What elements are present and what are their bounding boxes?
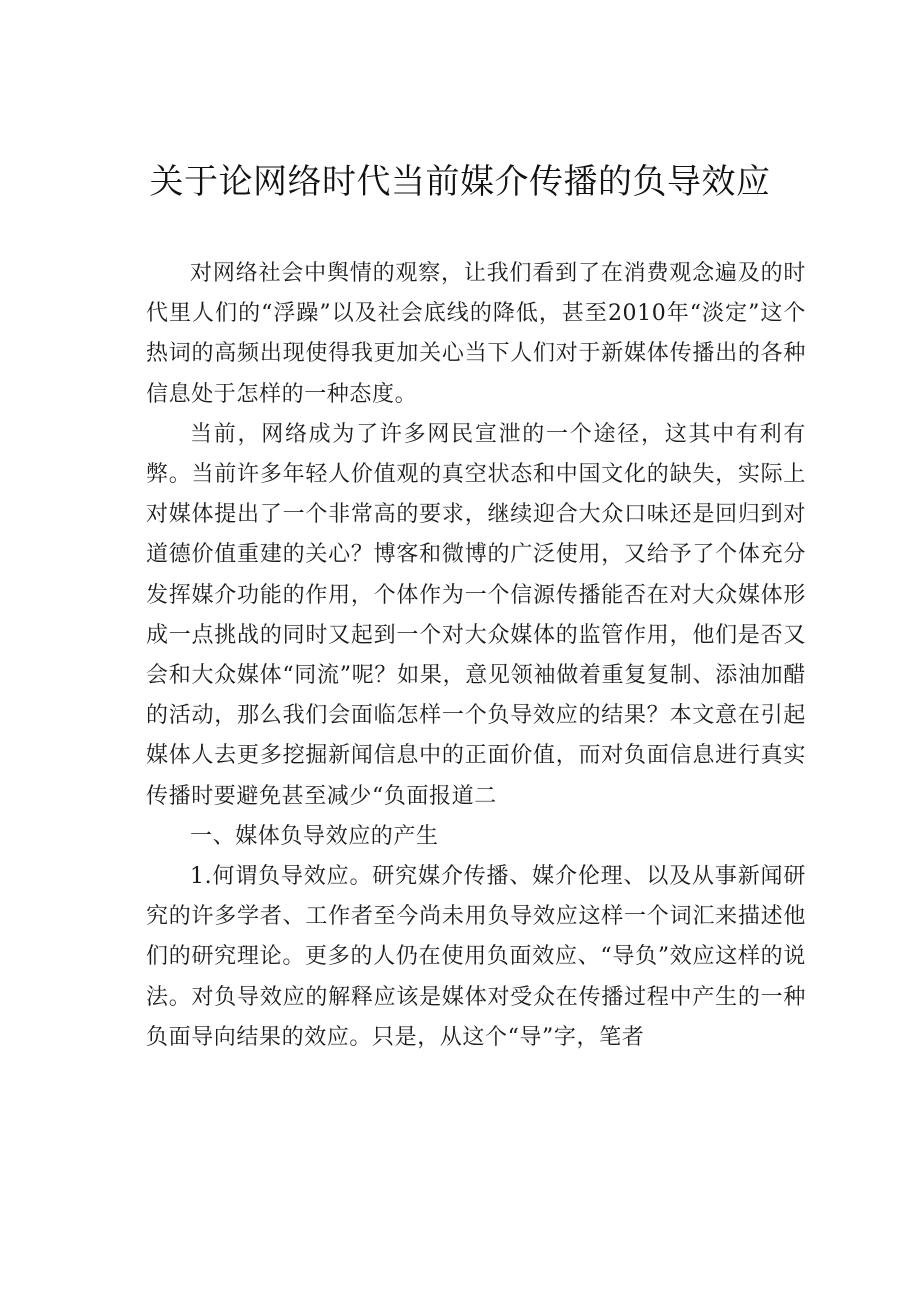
document-body — [146, 254, 806, 1058]
document-title: 关于论网络时代当前媒介传播的负导效应 — [149, 162, 771, 202]
paragraph-definition: 1.何谓负导效应。研究媒介传播、媒介伦理、以及从事新闻研究的许多学者、工作者至今尚未用负导效应这样一个词汇来描述他们的研究理论。更多的人仍在使用负面效应、“导负”效应这样的说法。对负导效应的解释应该是媒体对受众在传播过程中产生的一种负面导向结果的效应。只是，从这个“导”字，笔者 — [146, 864, 806, 1050]
section-heading: 一、媒体负导效应的产生 — [190, 823, 439, 849]
paragraph-current-situation: 当前，网络成为了许多网民宣泄的一个途径，这其中有利有弊。当前许多年轻人价值观的真空状态和中国文化的缺失，实际上对媒体提出了一个非常高的要求，继续迎合大众口味还是回归到对道德价值重建的关心？博客和微博的广泛使用，又给予了个体充分发挥媒介功能的作用，个体作为一个信源传播能否在对大众媒体形成一点挑战的同时又起到一个对大众媒体的监管作用，他们是否又会和大众媒体“同流”呢？如果，意见领袖做着重复复制、添油加醋的活动，那么我们会面临怎样一个负导效应的结果？本文意在引起媒体人去更多挖掘新闻信息中的正面价值，而对负面信息进行真实传播时要避免甚至减少“负面报道二 — [146, 421, 806, 809]
paragraph-intro: 对网络社会中舆情的观察，让我们看到了在消费观念遍及的时代里人们的“浮躁”以及社会底线的降低，甚至2010年“淡定”这个热词的高频出现使得我更加关心当下人们对于新媒体传播出的各种信息处于怎样的一种态度。 — [146, 261, 806, 407]
